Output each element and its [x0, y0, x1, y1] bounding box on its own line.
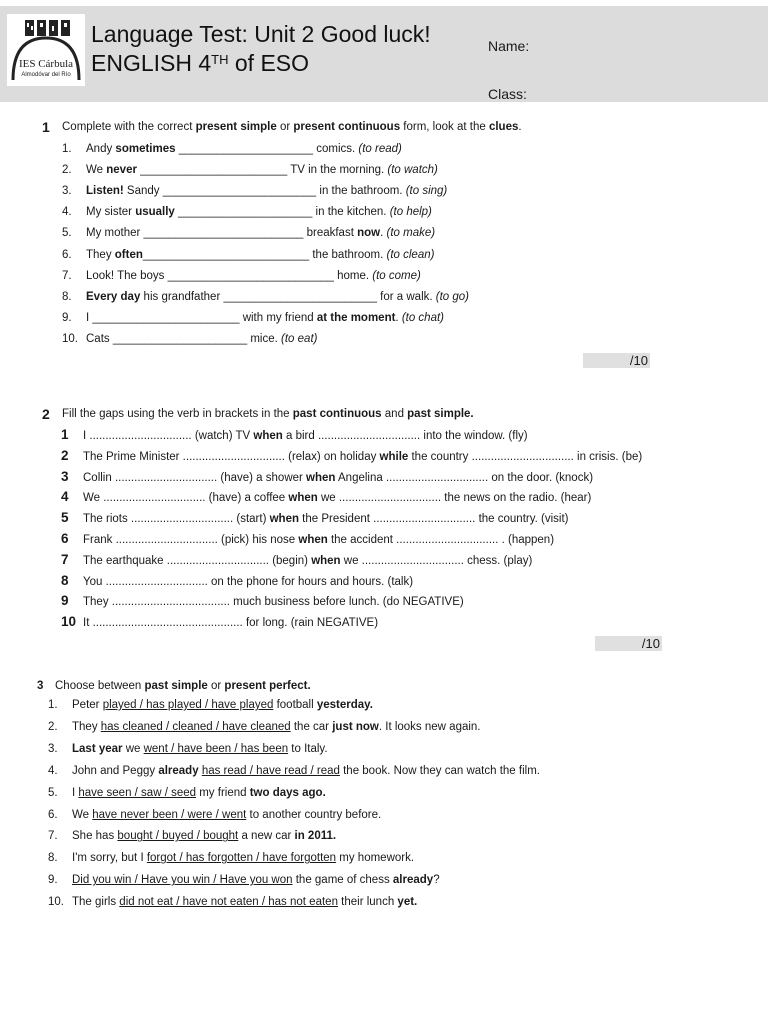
item-text-segment: my friend [196, 786, 250, 799]
item-text-segment: Angelina ................................ on the door. (knock) [335, 471, 594, 484]
item-number: 1. [62, 143, 72, 155]
item-number: 9. [62, 311, 72, 324]
item-number: 5 [61, 510, 69, 526]
item-text-segment: John and Peggy [72, 764, 159, 777]
section1-item [62, 225, 435, 241]
verb-clue: (to help) [389, 206, 432, 219]
item-text-segment: when [269, 513, 299, 526]
section-2-number: 2 [42, 406, 50, 422]
item-text-segment: ? [433, 874, 440, 887]
item-number: 9. [48, 874, 58, 887]
section3-item [48, 719, 481, 735]
item-text-segment: yesterday. [316, 699, 373, 711]
item-number: 7. [48, 830, 58, 843]
item-text-segment: and [381, 408, 408, 420]
section3-item [48, 872, 440, 888]
item-text-segment: I [72, 786, 79, 799]
section3-item [48, 894, 417, 910]
item-text-segment: Last year [72, 742, 123, 755]
item-text-segment: a new car [238, 830, 295, 843]
item-text-segment: The Prime Minister ................................ (relax) on holiday [83, 450, 380, 463]
item-text-segment: Complete with the correct [62, 121, 196, 133]
item-text-segment: They [72, 720, 101, 733]
class-label: Class: [488, 86, 527, 102]
item-text-segment: The earthquake ................................ (begin) [83, 554, 312, 567]
item-number: 3. [62, 185, 72, 198]
item-text-segment: when [288, 492, 318, 505]
item-text-segment: past simple [144, 680, 208, 692]
item-text-segment: yet. [397, 896, 418, 909]
item-text-segment: while [379, 450, 409, 463]
answer-options: has cleaned / cleaned / have cleaned [100, 720, 291, 733]
item-text-segment: Collin ................................ (have) a shower [83, 471, 307, 484]
item-text-segment: in 2011. [294, 830, 337, 843]
item-text-segment: the game of chess [292, 874, 393, 887]
item-text-segment: when [311, 554, 341, 567]
item-number: 5. [62, 227, 72, 240]
section2-item [61, 552, 532, 568]
section2-item [61, 469, 593, 485]
logo-name: IES Cárbula [18, 58, 74, 70]
item-text-segment: present perfect. [224, 680, 311, 692]
item-text-segment: I _______________________ with my friend [86, 311, 317, 324]
section1-item [62, 268, 421, 284]
item-text-segment: . [380, 227, 387, 240]
item-number: 1 [61, 427, 69, 442]
course-title: ENGLISH 4TH of ESO [91, 50, 310, 76]
item-text-segment: never [106, 164, 137, 177]
answer-options: have never been / were / went [92, 808, 247, 821]
item-text-segment: _____________________ comics. [175, 143, 359, 155]
item-text-segment: Listen! [86, 185, 124, 198]
section1-item [62, 289, 469, 305]
answer-options: bought / buyed / bought [117, 830, 239, 843]
item-text-segment: Fill the gaps using the verb in brackets in the [62, 408, 293, 420]
verb-clue: (to come) [372, 269, 421, 282]
section1-item [62, 310, 444, 326]
item-text-segment: I'm sorry, but I [72, 852, 147, 865]
item-text-segment: football [273, 699, 317, 711]
section2-item [61, 510, 568, 526]
item-text-segment: to Italy. [288, 742, 328, 755]
item-text-segment: Cats _____________________ mice. [86, 332, 282, 345]
item-text-segment: They ..................................... much business before lunch. (do NEGATIVE) [83, 596, 464, 609]
section1-item [62, 141, 402, 157]
item-text-segment: to another country before. [246, 808, 382, 821]
answer-options: did not eat / have not eaten / has not eaten [119, 896, 338, 909]
item-text-segment: The riots ................................ (start) [83, 513, 270, 526]
item-text-segment: We ................................ (have) a coffee [83, 492, 289, 505]
item-text-segment: . It looks new again. [378, 720, 481, 733]
section-2-instruction [62, 408, 474, 420]
item-text-segment: the book. Now they can watch the film. [339, 764, 540, 777]
item-text-segment: My sister [86, 206, 136, 219]
item-text-segment: now [357, 227, 381, 240]
item-number: 4 [61, 489, 69, 505]
item-text-segment: form, look at the [400, 121, 489, 133]
item-text-segment: __________________________ the bathroom. [142, 248, 387, 261]
item-text-segment: when [306, 471, 336, 484]
item-text-segment: the car [290, 720, 333, 733]
section2-item [61, 531, 554, 547]
item-text-segment: Andy [86, 143, 116, 155]
item-text-segment: Choose between [55, 680, 145, 692]
section3-item [48, 807, 381, 823]
item-text-segment: my homework. [336, 852, 415, 865]
item-text-segment: Look! The boys __________________________ home. [86, 269, 373, 282]
item-text-segment: Sandy ________________________ in the bathroom. [123, 185, 406, 198]
item-number: 10 [61, 614, 77, 630]
item-number: 1. [48, 699, 58, 711]
item-text-segment: present continuous [293, 121, 401, 133]
section-1-score: /10 [583, 353, 650, 368]
item-text-segment: The girls [72, 896, 120, 909]
answer-options: played / has played / have played [102, 699, 274, 711]
item-text-segment: when [298, 534, 328, 546]
section1-item [62, 247, 434, 263]
section-1-number: 1 [42, 119, 50, 135]
section3-item [48, 741, 328, 757]
section3-item [48, 763, 540, 779]
item-text-segment: past continuous [292, 408, 382, 420]
item-number: 4. [48, 764, 58, 777]
item-text-segment: past simple. [407, 408, 474, 420]
item-number: 10. [48, 896, 64, 909]
item-text-segment: Peter [72, 699, 103, 711]
verb-clue: (to eat) [281, 332, 318, 345]
section1-item [62, 204, 432, 220]
item-text-segment: They [86, 248, 115, 261]
item-text-segment: clues [488, 121, 519, 133]
section2-item [61, 593, 464, 609]
item-number: 10. [62, 332, 78, 345]
logo-town: Almodóvar del Río [21, 72, 71, 78]
section1-item [62, 331, 317, 347]
verb-clue: (to watch) [387, 164, 438, 177]
item-text-segment: . [395, 311, 402, 324]
test-header [0, 6, 768, 102]
item-text-segment: at the moment [316, 311, 396, 324]
item-text-segment: You ................................ on the phone for hours and hours. (talk) [83, 575, 414, 588]
item-text-segment: It ............................................... for long. (rain NEGATIVE) [83, 617, 379, 630]
section2-item [61, 427, 528, 443]
name-label: Name: [488, 38, 530, 54]
item-text-segment: . [518, 121, 522, 133]
item-text-segment: My mother _________________________ breakfast [86, 227, 358, 240]
item-number: 8 [61, 572, 69, 588]
item-text-segment: sometimes [115, 143, 176, 155]
item-number: 7 [61, 551, 69, 567]
item-text-segment: Frank ................................ (pick) his nose [83, 534, 299, 546]
answer-options: have seen / saw / seed [78, 786, 197, 799]
section2-item [61, 614, 378, 630]
item-text-segment: or [276, 121, 294, 133]
item-number: 6 [61, 531, 69, 546]
verb-clue: (to read) [358, 143, 402, 155]
item-text-segment: Every day [86, 290, 141, 303]
item-text-segment: just now [332, 720, 379, 733]
verb-clue: (to clean) [386, 248, 435, 261]
item-number: 3. [48, 742, 58, 755]
item-text-segment: when [253, 430, 283, 442]
item-number: 6. [62, 248, 72, 261]
verb-clue: (to go) [435, 290, 470, 303]
item-text-segment: we [122, 742, 144, 755]
item-number: 2. [48, 720, 58, 733]
item-number: 3 [61, 468, 69, 484]
item-text-segment: we ................................ chess. (play) [340, 554, 533, 567]
item-text-segment: present simple [195, 121, 277, 133]
section-3-number: 3 [37, 680, 44, 692]
item-text-segment: a bird ................................ into the window. (fly) [282, 430, 528, 442]
item-number: 7. [62, 269, 72, 282]
item-text-segment: already [158, 764, 199, 777]
section2-item [61, 448, 642, 464]
section-3-instruction [55, 680, 311, 692]
item-text-segment: often [114, 248, 143, 261]
item-number: 8. [48, 852, 58, 865]
item-text-segment: two days ago. [249, 786, 326, 799]
item-number: 8. [62, 290, 72, 303]
item-text-segment: We [86, 164, 107, 177]
verb-clue: (to make) [386, 227, 436, 240]
item-text-segment: usually [135, 206, 175, 219]
item-text-segment: _______________________ TV in the morning. [136, 164, 388, 177]
section3-item [48, 785, 326, 801]
section3-item [48, 697, 373, 713]
answer-options: forgot / has forgotten / have forgotten [146, 852, 337, 865]
section-2-score: /10 [595, 636, 662, 651]
answer-options: Did you win / Have you win / Have you won [72, 874, 293, 887]
item-number: 2 [61, 447, 69, 463]
answer-options: has read / have read / read [201, 764, 340, 777]
item-text-segment: his grandfather ________________________ for a walk. [140, 290, 436, 303]
item-number: 9 [61, 593, 69, 609]
verb-clue: (to chat) [401, 311, 444, 324]
section1-item [62, 183, 447, 199]
item-text-segment: the country ................................ in crisis. (be) [408, 450, 643, 463]
item-text-segment: the accident ................................ . (happen) [327, 534, 555, 546]
item-number: 4. [62, 206, 72, 219]
verb-clue: (to sing) [405, 185, 448, 198]
section2-item [61, 573, 413, 589]
test-title: Language Test: Unit 2 Good luck! [91, 21, 431, 47]
item-text-segment: the President ................................ the country. (visit) [298, 513, 569, 526]
section1-item [62, 162, 438, 178]
item-text-segment: We [72, 808, 93, 821]
item-number: 2. [62, 164, 72, 177]
item-number: 5. [48, 786, 58, 799]
section3-item [48, 850, 414, 866]
item-text-segment: already [392, 874, 434, 887]
item-text-segment: we ................................ the news on the radio. (hear) [317, 492, 592, 505]
section2-item [61, 489, 591, 505]
item-text-segment: their lunch [337, 896, 398, 909]
item-text-segment: She has [72, 830, 118, 843]
item-text-segment: I ................................ (watch) TV [83, 430, 254, 442]
item-text-segment: or [207, 680, 225, 692]
answer-options: went / have been / has been [143, 742, 289, 755]
item-number: 6. [48, 808, 58, 821]
school-logo [7, 14, 85, 86]
section-1-instruction [62, 121, 522, 133]
item-text-segment: _____________________ in the kitchen. [174, 206, 390, 219]
section3-item [48, 828, 336, 844]
